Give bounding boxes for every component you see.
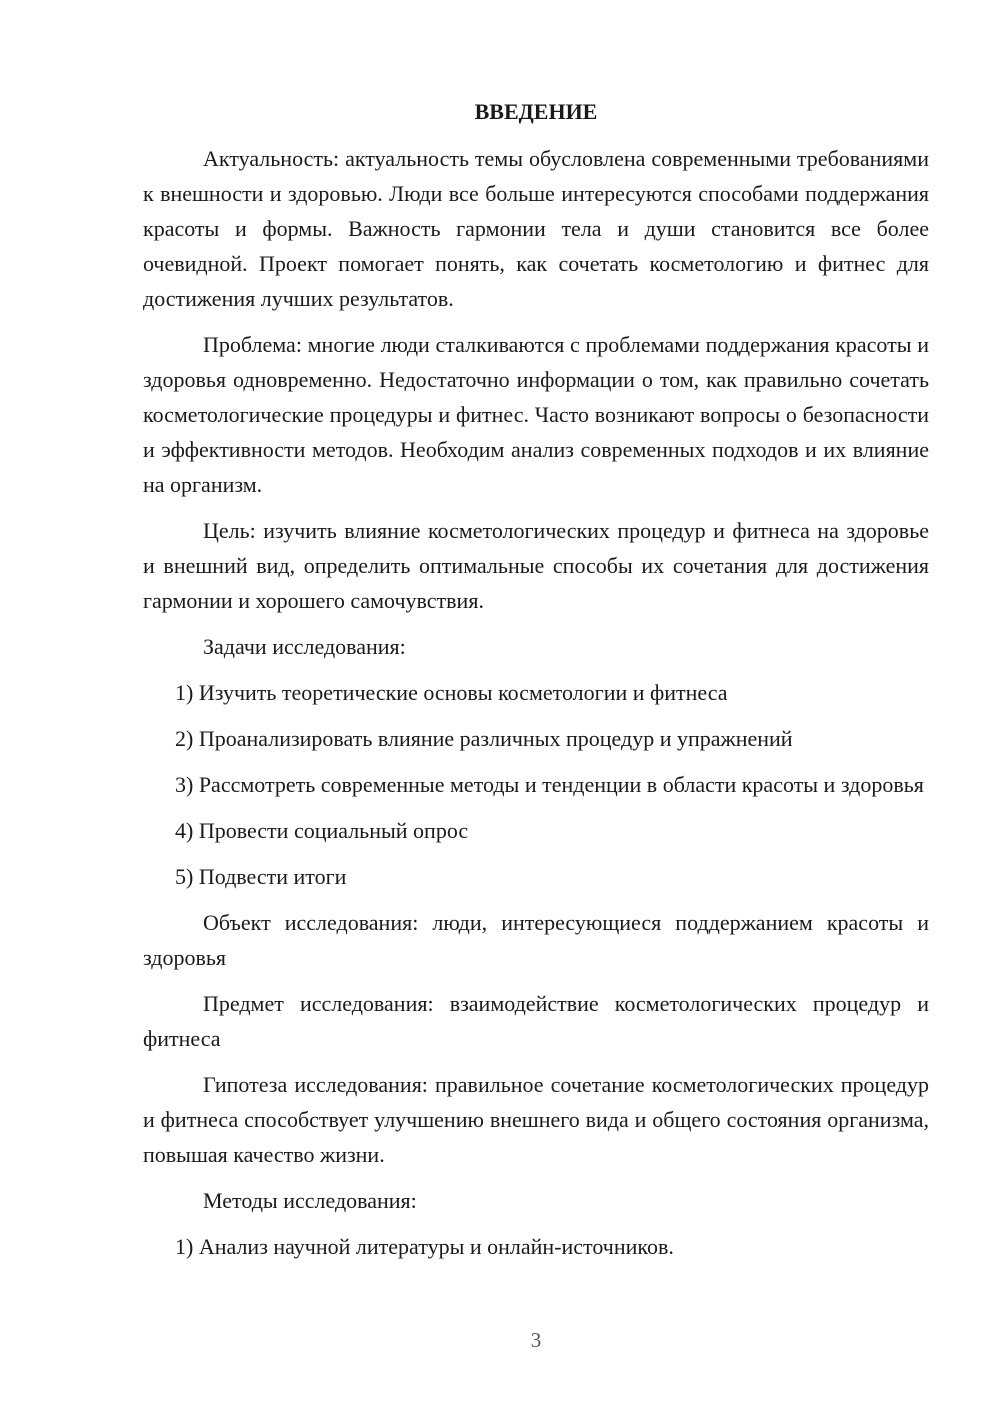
problem-paragraph: Проблема: многие люди сталкиваются с проблемами поддержания красоты и здоровья одновременно. Недостаточно информации о том, как правильно сочетать косметологические процедуры и фитнес. Часто возникают вопросы о безопасности и эффективности методов. Необходим анализ современных подходов и их влияние на организм. [143,332,929,497]
subject-paragraph: Предмет исследования: взаимодействие косметологических процедур и фитнеса [143,991,929,1051]
relevance-paragraph: Актуальность: актуальность темы обусловлена современными требованиями к внешности и здоровью. Люди все больше интересуются способами поддержания красоты и формы. Важность гармонии тела и души становится все более очевидной. Проект помогает понять, как сочетать косметологию и фитнес для достижения лучших результатов. [143,146,929,311]
task-item-1: 1) Изучить теоретические основы косметологии и фитнеса [175,680,728,705]
tasks-heading: Задачи исследования: [203,634,406,659]
task-item-5: 5) Подвести итоги [175,864,347,889]
task-item-2: 2) Проанализировать влияние различных процедур и упражнений [175,726,793,751]
task-item-3: 3) Рассмотреть современные методы и тенденции в области красоты и здоровья [175,772,924,797]
method-item-1: 1) Анализ научной литературы и онлайн-источников. [175,1234,674,1259]
hypothesis-paragraph: Гипотеза исследования: правильное сочетание косметологических процедур и фитнеса способствует улучшению внешнего вида и общего состояния организма, повышая качество жизни. [143,1072,929,1167]
task-item-4: 4) Провести социальный опрос [175,818,469,843]
page-content [143,94,929,1275]
page-heading: ВВЕДЕНИЕ [474,99,598,124]
object-paragraph: Объект исследования: люди, интересующиеся поддержанием красоты и здоровья [143,910,929,970]
goal-paragraph: Цель: изучить влияние косметологических процедур и фитнеса на здоровье и внешний вид, определить оптимальные способы их сочетания для достижения гармонии и хорошего самочувствия. [143,518,929,613]
methods-heading: Методы исследования: [203,1188,417,1213]
page-number: 3 [530,1328,542,1352]
